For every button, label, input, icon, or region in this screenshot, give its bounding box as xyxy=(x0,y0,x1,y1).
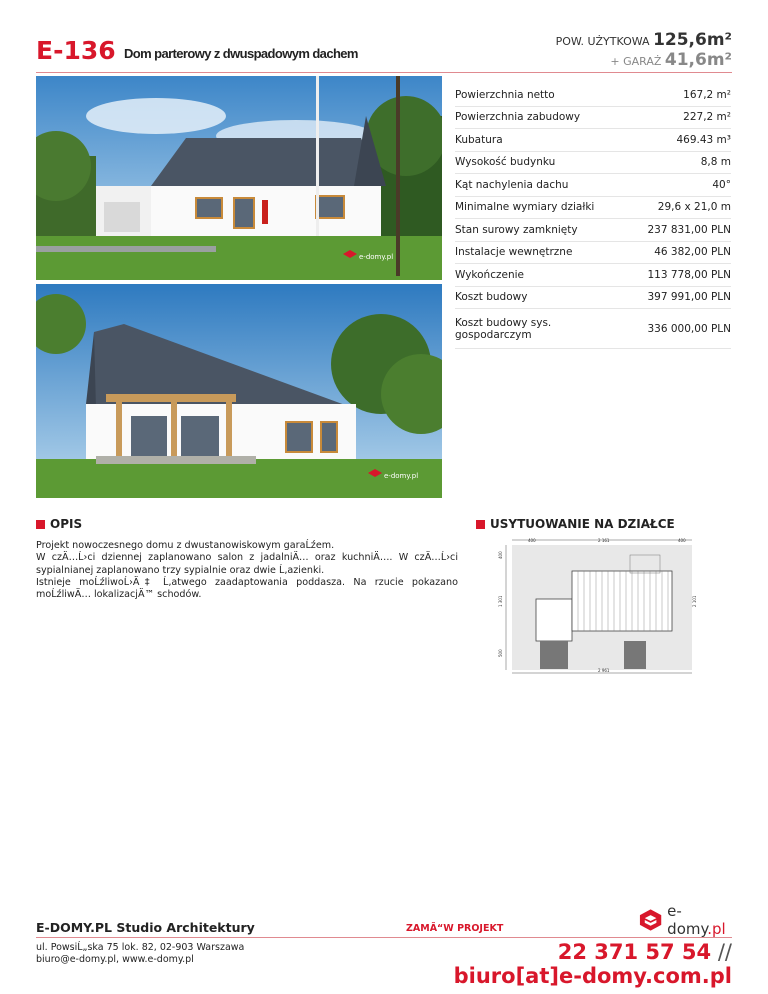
usytuowanie-heading-text: USYTUOWANIE NA DZIAŁCE xyxy=(490,517,675,531)
dim-bottom: 2 961 xyxy=(598,668,610,673)
spec-value: 40° xyxy=(712,178,731,191)
header xyxy=(36,30,732,72)
phone-number[interactable] xyxy=(558,940,732,964)
spec-value: 397 991,00 PLN xyxy=(647,291,731,304)
area-summary xyxy=(556,30,732,70)
dim-right: 2 101 xyxy=(692,595,697,607)
spec-value: 227,2 m² xyxy=(683,111,731,124)
logo-text xyxy=(667,902,738,938)
contact-line: biuro@e-domy.pl, www.e-domy.pl xyxy=(36,954,194,965)
spec-value: 8,8 m xyxy=(700,156,731,169)
address-line: ul. PowsiĹ„ska 75 lok. 82, 02-903 Warszawa xyxy=(36,942,245,953)
section-square-icon xyxy=(36,520,45,529)
spec-row xyxy=(455,287,731,310)
edomy-logo xyxy=(638,902,738,938)
spec-row xyxy=(455,242,731,265)
spec-row xyxy=(455,107,731,130)
spec-label: Powierzchnia zabudowy xyxy=(455,111,581,124)
garage-area xyxy=(556,50,732,70)
footer-divider xyxy=(36,937,732,938)
spec-label: Koszt budowy xyxy=(455,291,528,304)
usable-area-label: POW. UŻYTKOWA xyxy=(555,35,650,48)
description-line: Istnieje moĹźliwoĹ›Ä‡ Ĺ‚atwego zaadaptowania poddasza. Na rzucie pokazano moĹźliwÄ… lokalizacjÄ™ schodów. xyxy=(36,576,458,601)
spec-label: Wykończenie xyxy=(455,268,524,281)
description-line: Projekt nowoczesnego domu z dwustanowiskowym garaĹźem. xyxy=(36,540,335,551)
dim-left-mid: 1 301 xyxy=(498,595,503,607)
opis-heading-text: OPIS xyxy=(50,517,83,531)
spec-row xyxy=(455,84,731,107)
opis-heading xyxy=(36,517,82,531)
plot-plan xyxy=(498,535,698,675)
garage-area-label: + GARAŻ xyxy=(610,55,662,68)
spec-label: Minimalne wymiary działki xyxy=(455,201,595,214)
specs-table xyxy=(455,84,731,349)
spec-label: Instalacje wewnętrzne xyxy=(455,246,573,259)
watermark-text-2: e-domy.pl xyxy=(384,472,419,480)
spec-label: Stan surowy zamknięty xyxy=(455,223,578,236)
project-subtitle: Dom parterowy z dwuspadowym dachem xyxy=(124,46,358,61)
spec-row xyxy=(455,197,731,220)
project-code: E-136 xyxy=(36,36,116,65)
phone-separator: // xyxy=(711,940,732,964)
header-divider xyxy=(36,72,732,73)
house-render-rear xyxy=(36,284,442,498)
usable-area xyxy=(556,30,732,50)
spec-value: 113 778,00 PLN xyxy=(647,268,731,281)
email-address[interactable]: biuro[at]e-domy.com.pl xyxy=(453,964,732,988)
spec-row xyxy=(455,174,731,197)
spec-label: Wysokość budynku xyxy=(455,156,556,169)
spec-value: 469.43 m³ xyxy=(676,133,731,146)
garage-area-value: 41,6m² xyxy=(664,50,732,70)
spec-value: 46 382,00 PLN xyxy=(654,246,731,259)
spec-row xyxy=(455,152,731,175)
logo-text-main: e-domy xyxy=(667,902,708,938)
watermark-text-1: e-domy.pl xyxy=(359,253,394,261)
spec-value: 336 000,00 PLN xyxy=(647,322,731,335)
description-text xyxy=(36,540,458,601)
dim-top-left: 400 xyxy=(528,538,536,543)
spec-label: Kubatura xyxy=(455,133,503,146)
spec-row xyxy=(455,219,731,242)
house-render-front xyxy=(36,76,442,280)
spec-row xyxy=(455,264,731,287)
phone-value[interactable]: 22 371 57 54 xyxy=(557,940,712,964)
studio-name: E-DOMY.PL Studio Architektury xyxy=(36,920,255,935)
dim-left-top: 400 xyxy=(498,551,503,559)
dim-top-right: 400 xyxy=(678,538,686,543)
spec-row xyxy=(455,309,731,349)
section-square-icon xyxy=(476,520,485,529)
spec-label: Powierzchnia netto xyxy=(455,88,555,101)
spec-value: 167,2 m² xyxy=(683,88,731,101)
dim-left-bot: 500 xyxy=(498,649,503,657)
logo-text-suffix: .pl xyxy=(707,920,726,938)
order-project-link[interactable]: ZAMÃ“W PROJEKT xyxy=(406,923,504,934)
spec-value: 29,6 x 21,0 m xyxy=(657,201,731,214)
dim-top-mid: 2 161 xyxy=(598,538,610,543)
spec-value: 237 831,00 PLN xyxy=(647,223,731,236)
spec-row xyxy=(455,129,731,152)
description-line: W czÄ…Ĺ›ci dziennej zaplanowano salon z jadalniÄ… oraz kuchniÄ…. W czÄ…Ĺ›ci sypialnianej zaplanowano trzy sypialnie oraz dwie Ĺ‚azienki. xyxy=(36,552,458,576)
spec-label: Koszt budowy sys. gospodarczym xyxy=(455,316,552,341)
spec-label: Kąt nachylenia dachu xyxy=(455,178,569,191)
address xyxy=(36,942,244,966)
usable-area-value: 125,6m² xyxy=(653,30,732,50)
edomy-logo-icon xyxy=(638,907,663,933)
usytuowanie-heading xyxy=(476,517,675,531)
